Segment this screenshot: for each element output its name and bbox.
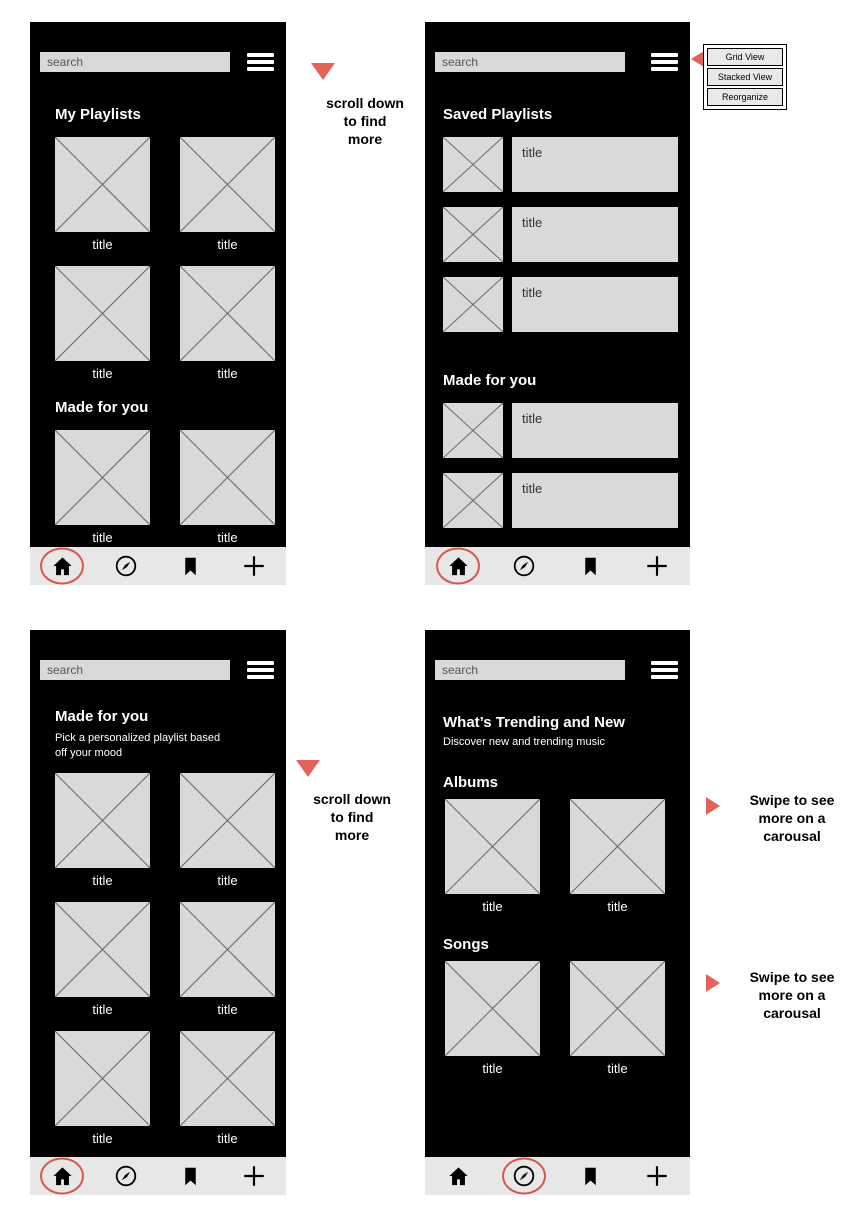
top-bar (425, 22, 690, 74)
tile-title: title (217, 872, 238, 888)
plus-icon (644, 553, 670, 579)
menu-item-stacked-view[interactable]: Stacked View (707, 68, 783, 86)
hamburger-menu-icon[interactable] (247, 658, 274, 682)
screen-my-playlists (30, 22, 286, 585)
image-placeholder (55, 266, 150, 361)
nav-saved-button[interactable] (576, 551, 606, 581)
image-placeholder (445, 799, 540, 894)
nav-saved-button[interactable] (175, 551, 205, 581)
image-placeholder (180, 773, 275, 868)
nav-saved-button[interactable] (576, 1161, 606, 1191)
playlist-row[interactable] (443, 277, 678, 332)
nav-add-button[interactable] (239, 1161, 269, 1191)
songs-carousel[interactable] (445, 961, 690, 1076)
tile-title: title (482, 898, 503, 914)
tile-title: title (607, 898, 628, 914)
section-heading: Made for you (55, 399, 149, 416)
image-placeholder (55, 902, 150, 997)
row-title-text: title (522, 411, 543, 426)
row-title (512, 403, 678, 458)
tile-title: title (92, 237, 113, 252)
playlist-row[interactable] (443, 473, 678, 528)
image-placeholder (570, 961, 665, 1056)
compass-icon (114, 1164, 138, 1188)
row-title (512, 207, 678, 262)
section-heading: Saved Playlists (443, 106, 553, 123)
tile-title: title (217, 1001, 238, 1017)
song-tile[interactable] (570, 961, 665, 1076)
image-placeholder (55, 773, 150, 868)
hamburger-menu-icon[interactable] (247, 50, 274, 74)
home-icon (447, 1165, 470, 1188)
playlist-row[interactable] (443, 403, 678, 458)
playlist-tile[interactable] (180, 902, 275, 1017)
arrow-right-icon (706, 974, 720, 992)
song-tile[interactable] (445, 961, 540, 1076)
playlist-tile[interactable] (180, 266, 275, 381)
playlist-tile[interactable] (55, 902, 150, 1017)
annotation-swipe-albums: Swipe to see more on a carousal (749, 792, 835, 845)
home-icon (51, 555, 74, 578)
compass-icon (114, 554, 138, 578)
home-icon (447, 555, 470, 578)
nav-home-button[interactable] (47, 1161, 77, 1191)
row-title (512, 137, 678, 192)
search-input[interactable] (435, 660, 625, 680)
top-bar (425, 630, 690, 682)
playlist-tile[interactable] (55, 1031, 150, 1146)
bookmark-icon (580, 556, 601, 577)
tile-title: title (217, 1130, 238, 1146)
row-title-text: title (522, 145, 543, 160)
image-placeholder (180, 137, 275, 232)
arrow-right-icon (706, 797, 720, 815)
albums-carousel[interactable] (445, 799, 690, 914)
search-input[interactable] (40, 660, 230, 680)
image-placeholder (443, 207, 503, 262)
image-placeholder (443, 137, 503, 192)
section-heading: Songs (443, 935, 489, 953)
playlist-list (443, 403, 678, 528)
bookmark-icon (580, 1166, 601, 1187)
view-options-menu (703, 44, 787, 110)
playlist-tile[interactable] (55, 773, 150, 888)
annotation-scroll-note: scroll down to find more (326, 95, 404, 148)
album-tile[interactable] (445, 799, 540, 914)
home-icon (51, 1165, 74, 1188)
playlist-row[interactable] (443, 137, 678, 192)
page-title: Made for you (55, 708, 149, 725)
tile-title: title (92, 872, 113, 888)
playlist-tile[interactable] (55, 430, 150, 545)
image-placeholder (570, 799, 665, 894)
playlist-grid (55, 773, 286, 1146)
search-input[interactable] (435, 52, 625, 72)
playlist-grid (55, 137, 286, 381)
playlist-tile[interactable] (55, 266, 150, 381)
nav-home-button[interactable] (47, 551, 77, 581)
bottom-nav-bar (30, 1157, 286, 1195)
nav-home-button[interactable] (443, 551, 473, 581)
image-placeholder (443, 473, 503, 528)
row-title-text: title (522, 481, 543, 496)
search-input[interactable] (40, 52, 230, 72)
screen-saved-playlists (425, 22, 690, 585)
tile-title: title (92, 366, 113, 381)
top-bar (30, 630, 286, 682)
album-tile[interactable] (570, 799, 665, 914)
screen-trending (425, 630, 690, 1195)
row-title (512, 277, 678, 332)
arrow-down-icon (296, 760, 320, 777)
page-subtitle: Pick a personalized playlist based off your mood (55, 732, 221, 759)
image-placeholder (443, 277, 503, 332)
section-heading: My Playlists (55, 106, 141, 123)
playlist-tile[interactable] (180, 430, 275, 545)
tile-title: title (217, 530, 238, 545)
image-placeholder (443, 403, 503, 458)
bottom-nav-bar (425, 547, 690, 585)
nav-add-button[interactable] (642, 1161, 672, 1191)
section-heading: Made for you (443, 372, 537, 389)
image-placeholder (55, 1031, 150, 1126)
compass-icon (512, 1164, 536, 1188)
bottom-nav-bar (425, 1157, 690, 1195)
arrow-down-icon (311, 63, 335, 80)
row-title (512, 473, 678, 528)
tile-title: title (217, 237, 238, 252)
playlist-tile[interactable] (180, 773, 275, 888)
image-placeholder (55, 137, 150, 232)
tile-title: title (92, 1130, 113, 1146)
nav-explore-button[interactable] (111, 1161, 141, 1191)
nav-explore-button[interactable] (509, 551, 539, 581)
plus-icon (644, 1163, 670, 1189)
image-placeholder (445, 961, 540, 1056)
nav-saved-button[interactable] (175, 1161, 205, 1191)
tile-title: title (92, 1001, 113, 1017)
plus-icon (241, 1163, 267, 1189)
nav-home-button[interactable] (443, 1161, 473, 1191)
annotation-scroll-note: scroll down to find more (313, 791, 391, 844)
compass-icon (512, 554, 536, 578)
bookmark-icon (180, 556, 201, 577)
row-title-text: title (522, 285, 543, 300)
tile-title: title (92, 530, 113, 545)
bottom-nav-bar (30, 547, 286, 585)
image-placeholder (180, 430, 275, 525)
plus-icon (241, 553, 267, 579)
bookmark-icon (180, 1166, 201, 1187)
playlist-row[interactable] (443, 207, 678, 262)
page-subtitle: Discover new and trending music (443, 736, 606, 748)
row-title-text: title (522, 215, 543, 230)
menu-item-grid-view[interactable]: Grid View (707, 48, 783, 66)
top-bar (30, 22, 286, 74)
hamburger-menu-icon[interactable] (651, 50, 678, 74)
nav-add-button[interactable] (642, 551, 672, 581)
image-placeholder (180, 266, 275, 361)
annotation-swipe-songs: Swipe to see more on a carousal (749, 969, 835, 1022)
playlist-tile[interactable] (180, 137, 275, 252)
page-title: What’s Trending and New (443, 714, 625, 731)
section-heading: Albums (443, 773, 499, 791)
playlist-tile[interactable] (55, 137, 150, 252)
image-placeholder (180, 1031, 275, 1126)
menu-item-reorganize[interactable]: Reorganize (707, 88, 783, 106)
playlist-list (443, 137, 678, 332)
tile-title: title (607, 1060, 628, 1076)
nav-add-button[interactable] (239, 551, 269, 581)
tile-title: title (217, 366, 238, 381)
tile-title: title (482, 1060, 503, 1076)
playlist-tile[interactable] (180, 1031, 275, 1146)
nav-explore-button[interactable] (111, 551, 141, 581)
playlist-grid (55, 430, 286, 545)
screen-made-for-you (30, 630, 286, 1195)
nav-explore-button[interactable] (509, 1161, 539, 1191)
image-placeholder (55, 430, 150, 525)
image-placeholder (180, 902, 275, 997)
hamburger-menu-icon[interactable] (651, 658, 678, 682)
